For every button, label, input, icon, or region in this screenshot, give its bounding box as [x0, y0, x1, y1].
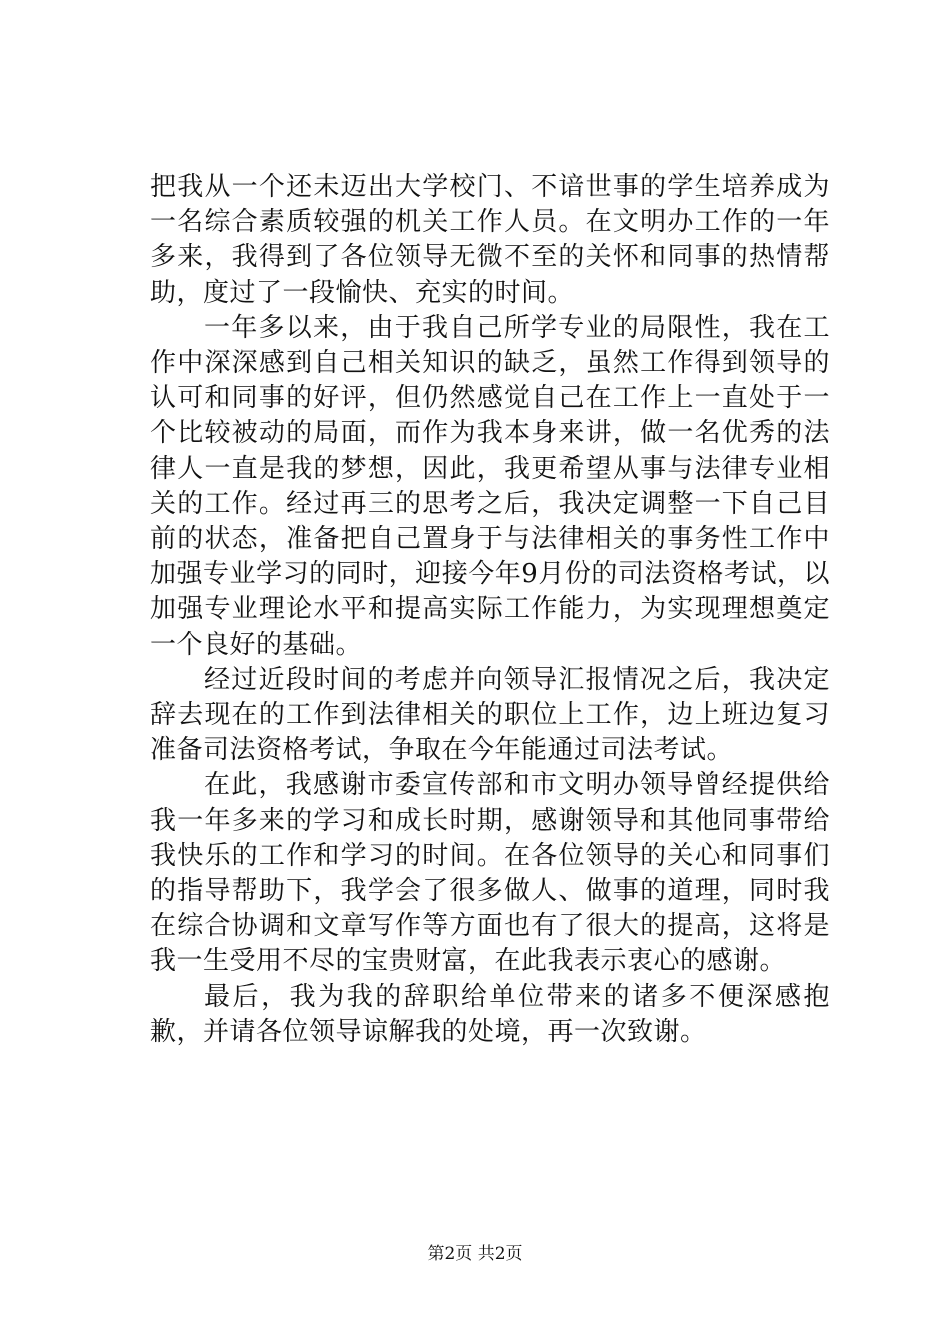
page-number-footer: 第2页 共2页	[427, 1244, 523, 1264]
document-body	[150, 170, 830, 1050]
paragraph-reason: 一年多以来，由于我自己所学专业的局限性，我在工作中深深感到自己相关知识的缺乏，虽然工作得到领导的认可和同事的好评，但仍然感觉自己在工作上一直处于一个比较被动的局面，而作为我本身来讲，做一名优秀的法律人一直是我的梦想，因此，我更希望从事与法律专业相关的工作。经过再三的思考之后，我决定调整一下自己目前的状态，准备把自己置身于与法律相关的事务性工作中加强专业学习的同时，迎接今年9月份的司法资格考试，以加强专业理论水平和提高实际工作能力，为实现理想奠定一个良好的基础。	[150, 312, 830, 660]
paragraph-decision: 经过近段时间的考虑并向领导汇报情况之后，我决定辞去现在的工作到法律相关的职位上工作，边上班边复习准备司法资格考试，争取在今年能通过司法考试。	[150, 664, 830, 766]
paragraph-continuation: 把我从一个还未迈出大学校门、不谙世事的学生培养成为一名综合素质较强的机关工作人员。在文明办工作的一年多来，我得到了各位领导无微不至的关怀和同事的热情帮助，度过了一段愉快、充实的时间。	[150, 172, 830, 308]
paragraph-thanks: 在此，我感谢市委宣传部和市文明办领导曾经提供给我一年多来的学习和成长时期，感谢领导和其他同事带给我快乐的工作和学习的时间。在各位领导的关心和同事们的指导帮助下，我学会了很多做人、做事的道理，同时我在综合协调和文章写作等方面也有了很大的提高，这将是我一生受用不尽的宝贵财富，在此我表示衷心的感谢。	[150, 770, 830, 977]
paragraph-closing: 最后，我为我的辞职给单位带来的诸多不便深感抱歉，并请各位领导谅解我的处境，再一次致谢。	[150, 981, 830, 1047]
